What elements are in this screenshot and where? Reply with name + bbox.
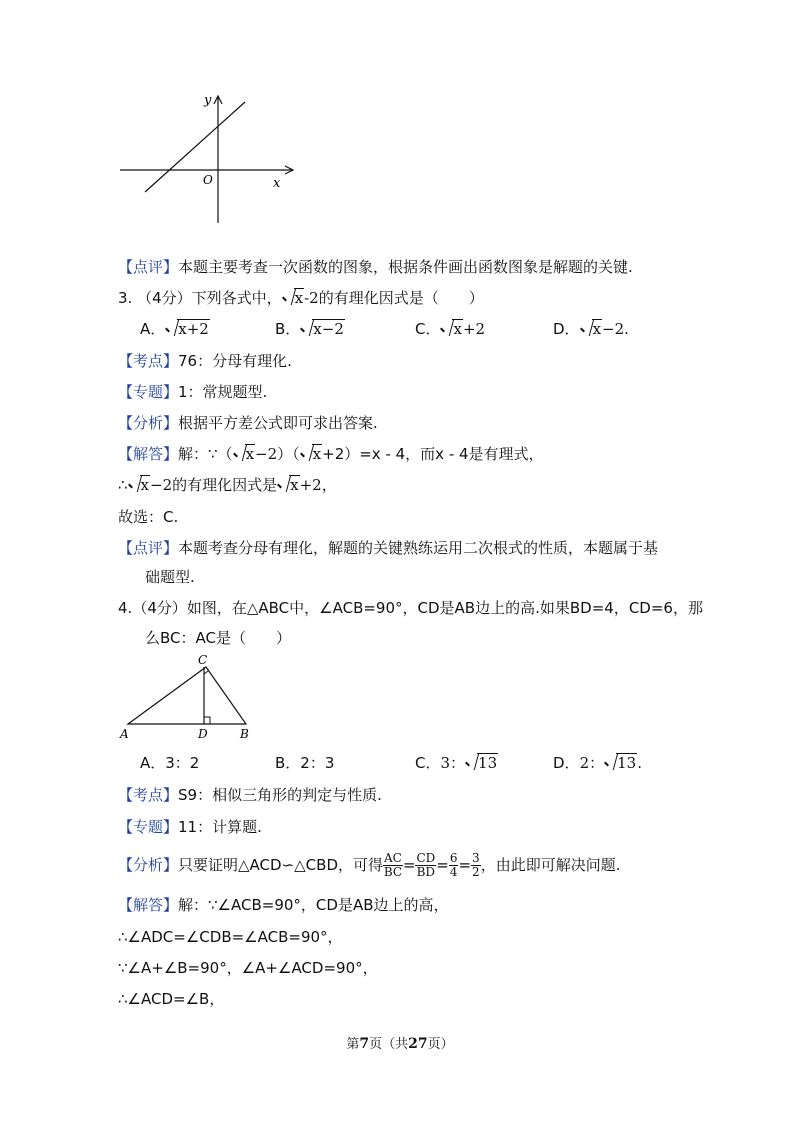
- q4-option-b: B．2：3: [275, 754, 335, 772]
- point-d-label: D: [198, 727, 208, 741]
- q2-comment: [118, 256, 633, 277]
- page-footer: 第7页（共27页）: [346, 1036, 454, 1052]
- q3-stem: [118, 287, 484, 308]
- q3-jieda-line2: ∴ x−2的有理化因式是 x+2，: [118, 476, 337, 494]
- x-axis-label: x: [273, 176, 281, 191]
- q4-step2: ∵∠A+∠B=90°，∠A+∠ACD=90°，: [118, 959, 378, 977]
- q3-option-b: B． x−2: [275, 320, 344, 338]
- q4-step3: ∴∠ACD=∠B，: [118, 990, 225, 1008]
- triangle-figure: [118, 652, 258, 742]
- q3-choose: 故选：C.: [118, 508, 179, 526]
- vertex-b-label: B: [240, 727, 249, 741]
- y-axis-label: y: [204, 93, 212, 108]
- q3-comment-line2: 础题型.: [145, 568, 195, 586]
- q3-option-d: D． x−2.: [553, 320, 629, 338]
- function-line: [145, 102, 245, 192]
- right-angle-mark-c: [204, 671, 208, 674]
- q3-jieda: 【解答】解：∵（ x−2）（ x+2）=x - 4，而x - 4是有理式，: [118, 445, 544, 463]
- question-stem-b: -2的有理化因式是（ ）: [304, 289, 484, 307]
- q3-zhuanti: 【专题】1：常规题型.: [118, 383, 268, 401]
- q4-zhuanti: 【专题】11：计算题.: [118, 818, 262, 836]
- q4-stem-line2: 么BC：AC是（ ）: [145, 629, 291, 647]
- question-number: 3.: [118, 289, 133, 307]
- question-stem-a: （4分）下列各式中，: [137, 289, 282, 307]
- q4-fenxi: 【分析】只要证明△ACD∽△CBD，可得 $\frac{AC}{BC}$ = $\frac{CD}{BD}$ = $\frac{6}{4}$ = $\frac{3}{2}$ ，由此即可解决问题.: [118, 851, 621, 879]
- linear-function-graph: [115, 90, 295, 225]
- sqrt-expression: x: [282, 289, 304, 307]
- fraction-6-4: $\frac{6}{4}$: [449, 851, 458, 879]
- fraction-3-2: $\frac{3}{2}$: [472, 851, 480, 879]
- right-angle-mark-d: [204, 717, 210, 724]
- q3-kaodian: 【考点】76：分母有理化.: [118, 352, 292, 370]
- q4-jieda: 【解答】解：∵∠ACB=90°，CD是AB边上的高，: [118, 896, 449, 914]
- q4-option-c: C．3： 13: [415, 754, 498, 772]
- q3-fenxi: 【分析】根据平方差公式即可求出答案.: [118, 414, 378, 432]
- origin-label: O: [203, 173, 213, 187]
- vertex-a-label: A: [120, 727, 129, 741]
- q3-comment: 【点评】本题考查分母有理化，解题的关键熟练运用二次根式的性质，本题属于基: [118, 539, 659, 557]
- q4-step1: ∴∠ADC=∠CDB=∠ACB=90°，: [118, 928, 343, 946]
- q4-option-a: A．3：2: [140, 754, 200, 772]
- q3-option-a: A． x+2: [140, 320, 209, 338]
- comment-text: 本题主要考查一次函数的图象，根据条件画出函数图象是解题的关键.: [178, 258, 633, 276]
- q4-option-d: D．2： 13.: [553, 754, 642, 772]
- fraction-cd-bd: $\frac{CD}{BD}$: [416, 851, 436, 879]
- q4-stem: 4.（4分）如图，在△ABC中，∠ACB=90°，CD是AB边上的高.如果BD=4，CD=6，那: [118, 599, 703, 617]
- q3-option-c: C． x+2: [415, 320, 486, 338]
- q4-kaodian: 【考点】S9：相似三角形的判定与性质.: [118, 786, 382, 804]
- vertex-c-label: C: [198, 653, 208, 667]
- comment-tag: 【点评】: [118, 258, 179, 276]
- triangle-abc: [128, 667, 246, 724]
- fraction-ac-bc: $\frac{AC}{BC}$: [383, 851, 403, 879]
